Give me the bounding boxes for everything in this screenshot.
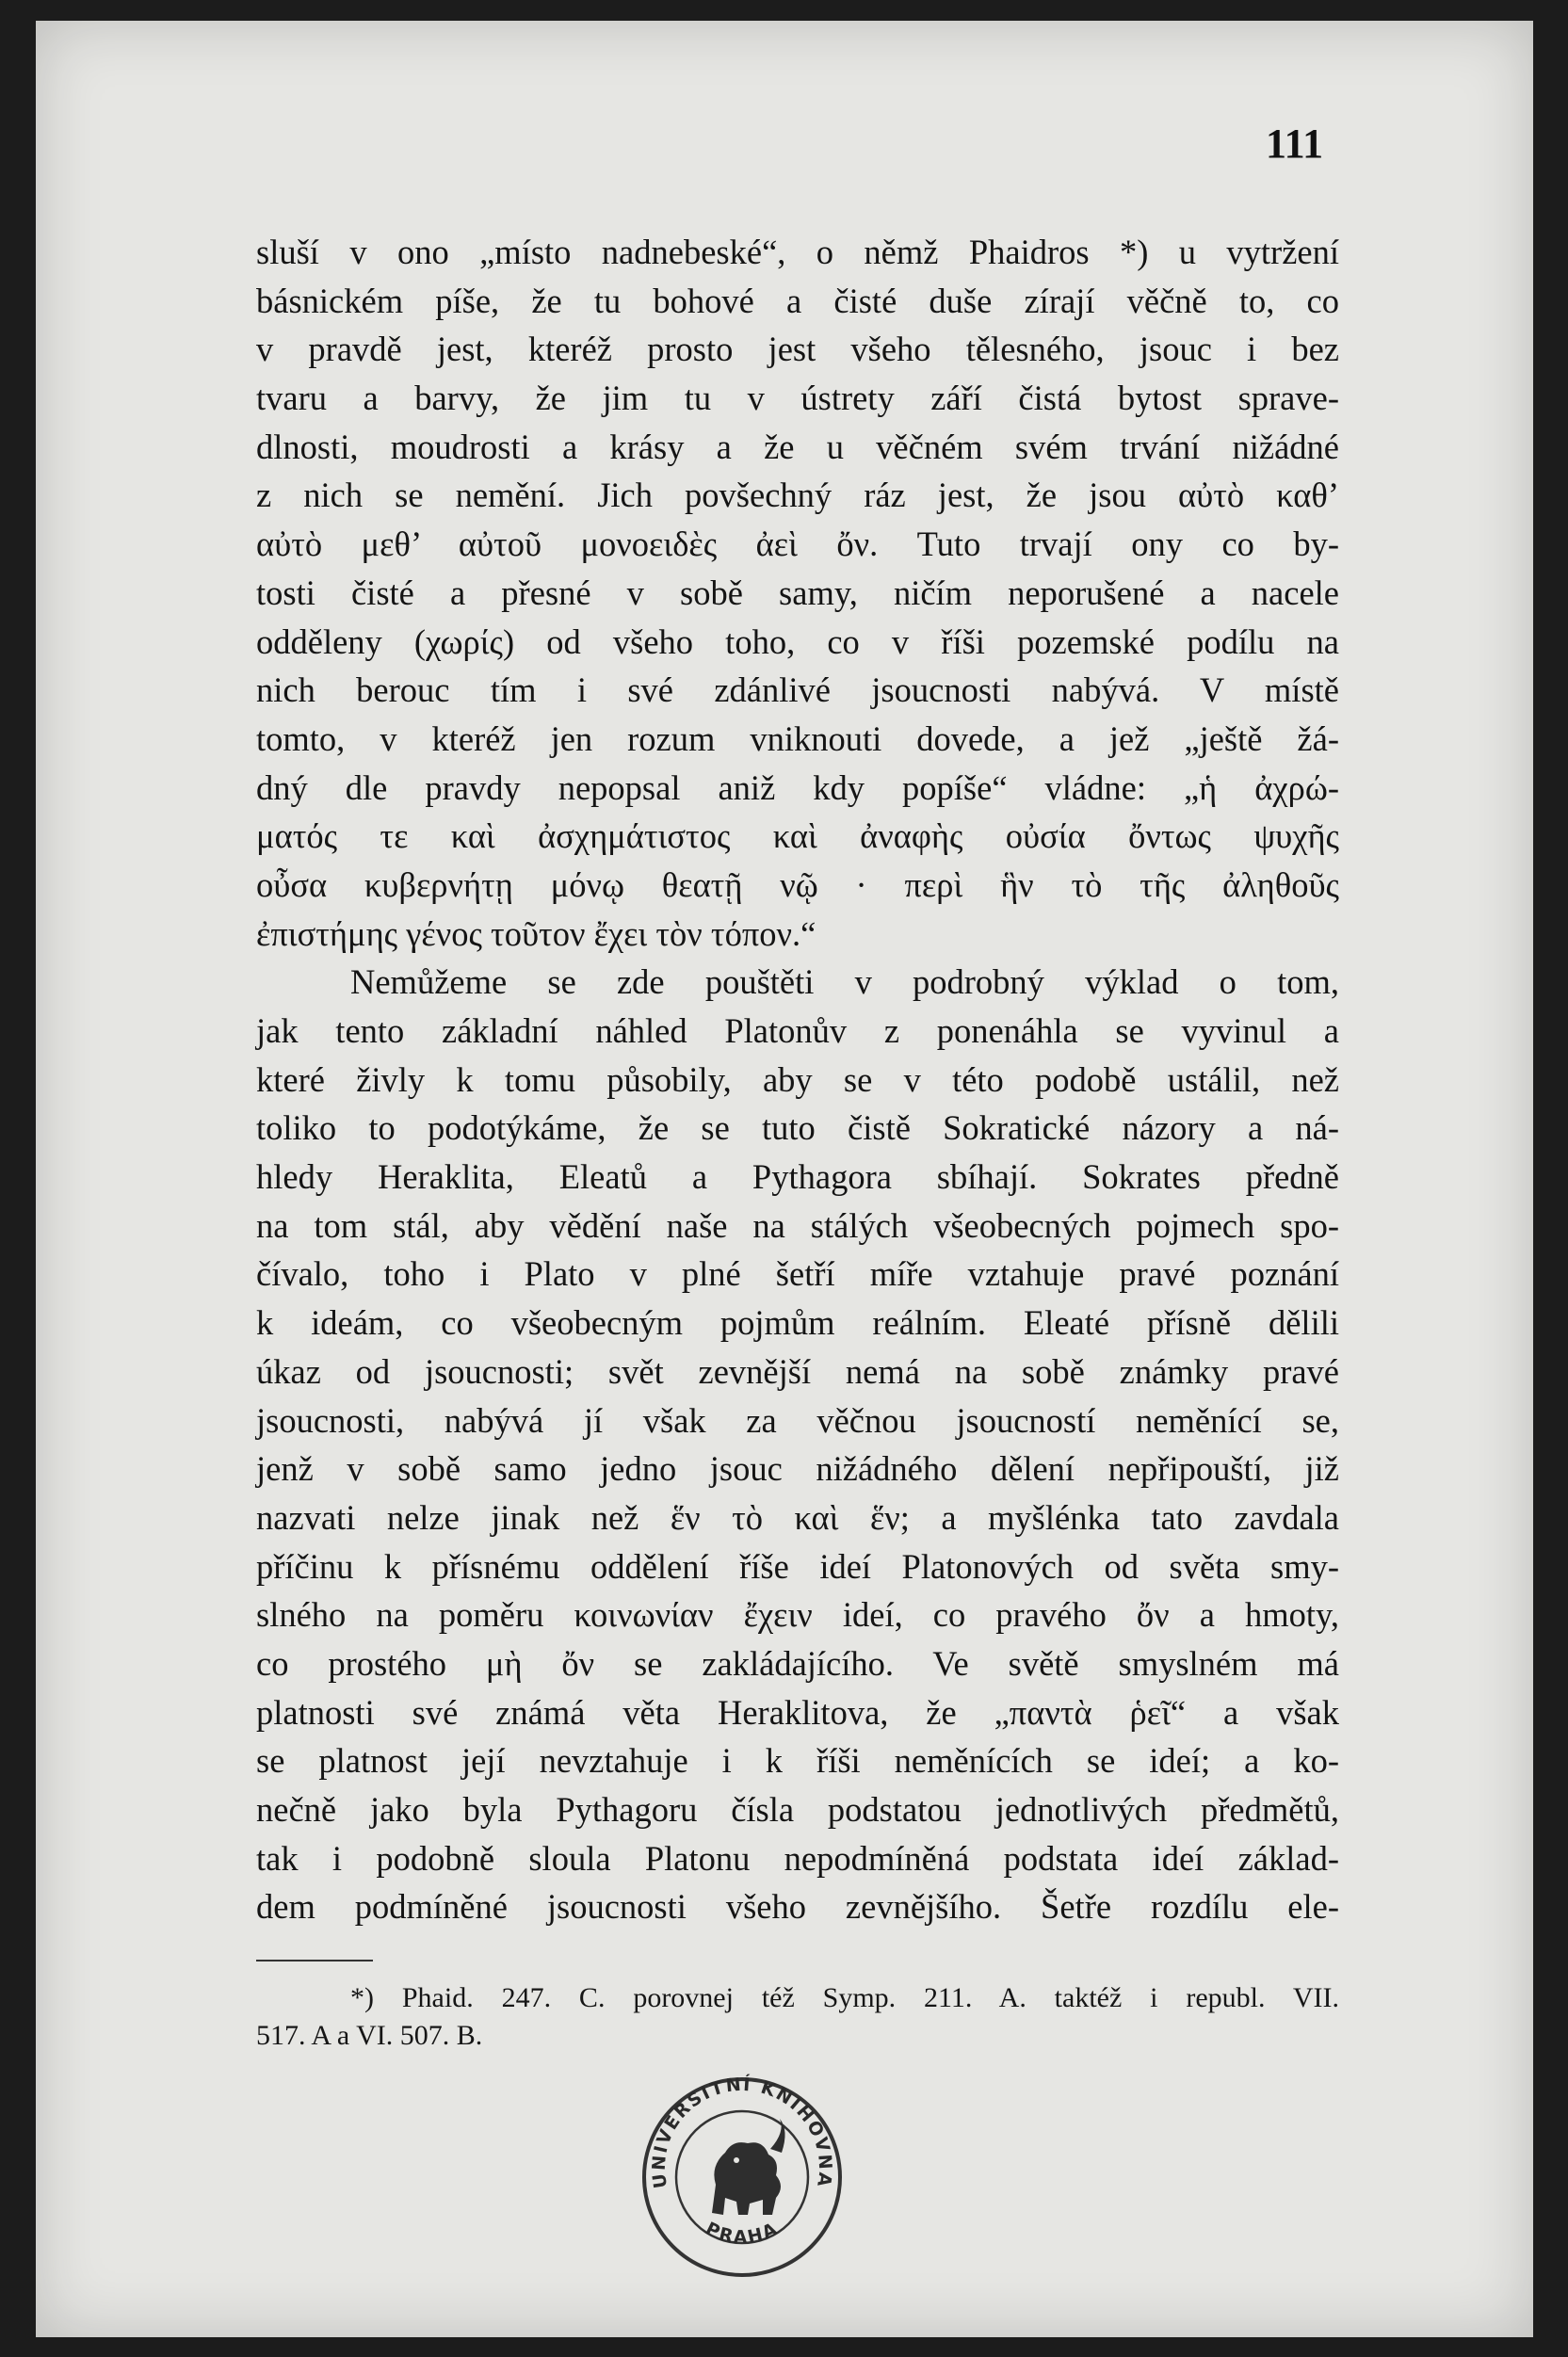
svg-text:PRAHA: [703, 2219, 783, 2249]
text-line: nich berouc tím i své zdánlivé jsoucnosti nabývá. V místě: [256, 670, 1339, 710]
text-line: tvaru a barvy, že jim tu v ústrety září čistá bytost sprave-: [256, 379, 1339, 418]
stamp-text-bottom: PRAHA: [702, 2218, 783, 2249]
footnote: [256, 1979, 1339, 2055]
text-line: ματός τε καὶ ἀσχημάτιστος καὶ ἀναφὴς οὐσία ὄντως ψυχῆς: [256, 816, 1339, 856]
text-line: οὖσα κυβερνήτῃ μόνῳ θεατῇ νῷ · περὶ ἣν τὸ τῆς ἀληθοῦς: [256, 864, 1339, 904]
text-line: slného na poměru κοινωνίαν ἔχειν ideí, co pravého ὄν a hmoty,: [256, 1595, 1339, 1635]
text-line: sluší v ono „místo nadnebeské“, o němž Phaidros *) u vytržení: [256, 233, 1339, 271]
page-number: 111: [1266, 121, 1324, 167]
stamp-text-top: UNIVERSITNÍ KNIHOVNA: [648, 2074, 836, 2190]
text-line: Nemůžeme se zde pouštěti v podrobný výklad o tom,: [350, 962, 1339, 1002]
footnote-rule: [256, 1960, 373, 1961]
library-stamp: [639, 2074, 846, 2281]
scanned-page: [36, 21, 1533, 2337]
footnote-line: 517. A a VI. 507. B.: [256, 2020, 483, 2051]
text-line: dný dle pravdy nepopsal aniž kdy popíše“ vládne: „ἡ ἀχρώ-: [256, 767, 1339, 807]
text-line: jsoucnosti, nabývá jí však za věčnou jsoucností neměnící se,: [256, 1400, 1339, 1440]
text-line: příčinu k přísnému oddělení říše ideí Platonových od světa smy-: [256, 1546, 1339, 1586]
text-line: odděleny (χωρίς) od všeho toho, co v říši pozemské podílu na: [256, 622, 1339, 661]
text-line: ἐπιστήμης γένος τοῦτον ἔχει τὸν τόπον.“: [256, 913, 816, 953]
text-line: které živly k tomu působily, aby se v této podobě ustálil, než: [256, 1059, 1339, 1099]
body-text: [256, 228, 1339, 1931]
text-line: na tom stál, aby vědění naše na stálých všeobecných pojmech spo-: [256, 1205, 1339, 1245]
text-line: toliko to podotýkáme, že se tuto čistě Sokratické názory a ná-: [256, 1108, 1339, 1148]
text-line: čívalo, toho i Plato v plné šetří míře vztahuje pravé poznání: [256, 1254, 1339, 1294]
text-line: nečně jako byla Pythagoru čísla podstatou jednotlivých předmětů,: [256, 1790, 1339, 1829]
text-line: z nich se nemění. Jich povšechný ráz jest, že jsou αὐτὸ καθ’: [256, 476, 1339, 515]
text-line: co prostého μὴ ὄν se zakládajícího. Ve světě smyslném má: [256, 1643, 1339, 1683]
text-line: básnickém píše, že tu bohové a čisté duše zírají věčně to, co: [256, 281, 1339, 320]
text-line: tomto, v kteréž jen rozum vniknouti dovede, a jež „ještě žá-: [256, 718, 1339, 758]
text-line: v pravdě jest, kteréž prosto jest všeho tělesného, jsouc i bez: [256, 330, 1339, 369]
footnote-line: *) Phaid. 247. C. porovnej též Symp. 211. A. taktéž i republ. VII.: [350, 1982, 1339, 2013]
text-line: dem podmíněné jsoucnosti všeho zevnějšího. Šetře rozdílu ele-: [256, 1887, 1339, 1927]
text-line: nazvati nelze jinak než ἕν τὸ καὶ ἕν; a myšlénka tato zavdala: [256, 1497, 1339, 1537]
text-line: dlnosti, moudrosti a krásy a že u věčném svém trvání nižádné: [256, 427, 1339, 466]
text-line: se platnost její nevztahuje i k říši neměnících se ideí; a ko-: [256, 1741, 1339, 1781]
text-line: platnosti své známá věta Heraklitova, že „παντὰ ῥεῖ“ a však: [256, 1692, 1339, 1732]
lion-emblem: [712, 2119, 785, 2215]
text-line: tosti čisté a přesné v sobě samy, ničím neporušené a nacele: [256, 573, 1339, 612]
text-line: tak i podobně sloula Platonu nepodmíněná podstata ideí základ-: [256, 1838, 1339, 1878]
text-line: úkaz od jsoucnosti; svět zevnější nemá na sobě známky pravé: [256, 1351, 1339, 1391]
text-line: k ideám, co všeobecným pojmům reálním. Eleaté přísně dělili: [256, 1303, 1339, 1343]
text-line: hledy Heraklita, Eleatů a Pythagora sbíhají. Sokrates předně: [256, 1157, 1339, 1197]
text-line: jenž v sobě samo jedno jsouc nižádného dělení nepřipouští, již: [256, 1449, 1339, 1489]
text-line: jak tento základní náhled Platonův z ponenáhla se vyvinul a: [256, 1011, 1339, 1050]
text-line: αὐτὸ μεθ’ αὐτοῦ μονοειδὲς ἀεὶ ὄν. Tuto trvají ony co by-: [256, 525, 1339, 564]
